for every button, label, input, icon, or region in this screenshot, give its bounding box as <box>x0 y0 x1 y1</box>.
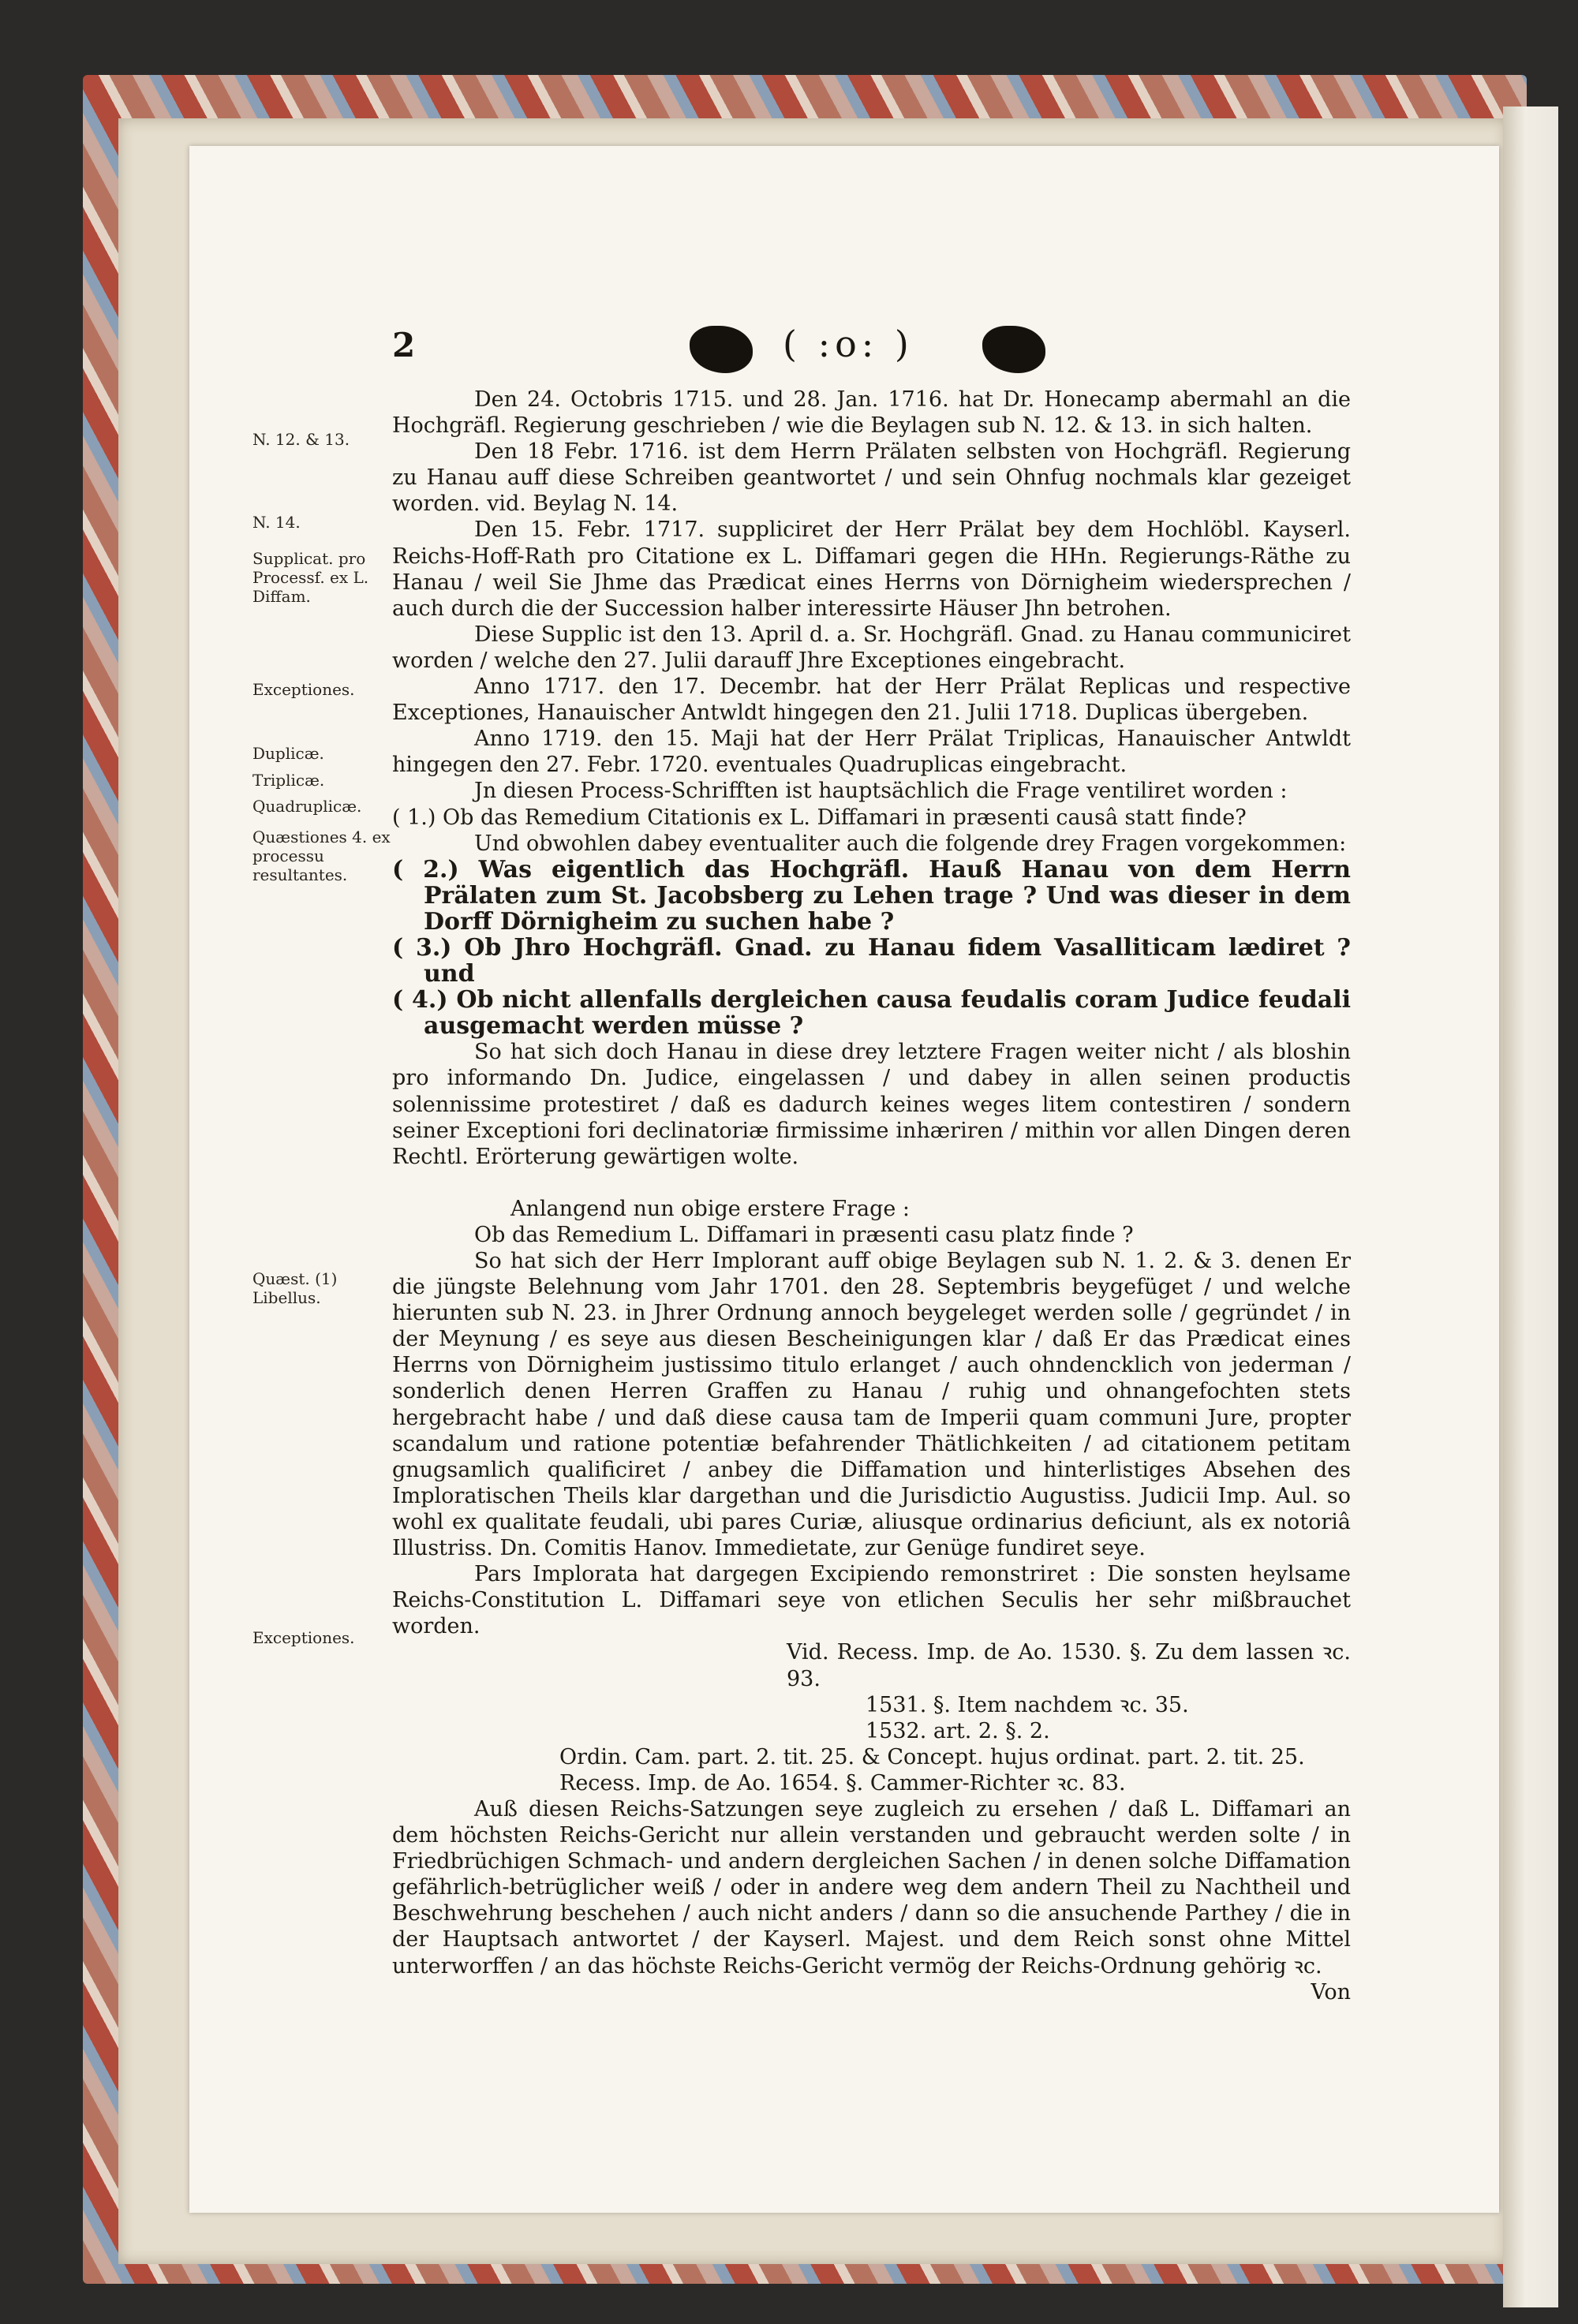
paragraph: Anno 1719. den 15. Maji hat der Herr Prälat Triplicas, Hanauischer Antwldt hingegen den 27. Febr. 1720. eventuales Quadruplicas eingebracht. <box>392 727 1351 778</box>
paragraph: Den 15. Febr. 1717. suppliciret der Herr Prälat bey dem Hochlöbl. Kayserl. Reichs-Hoff-Rath pro Citatione ex L. Diffamari gegen die HHn. Regierungs-Räthe zu Hanau / weil Sie Jhme das Prædicat eines Herrns von Dörnigheim wiedersprechen / auch durch die der Succession halber interessirte Häuser Jhn betrohen. <box>392 517 1351 621</box>
margin-note: Supplicat. pro Processf. ex L. Diffam. <box>252 549 369 606</box>
margin-note: Triplicæ. <box>252 771 325 790</box>
ornament-right-icon <box>982 326 1045 373</box>
margin-note: Duplicæ. <box>252 744 324 763</box>
paragraph: So hat sich doch Hanau in diese drey letztere Fragen weiter nicht / als bloshin pro informando Dn. Judice, eingelassen / und dabey in allen seinen productis solennissime protestiret / daß es dadurch keines weges litem contestiren / sondern seiner Exceptioni fori declinatoriæ firmissime inhæriren / mithin vor allen Dingen deren Rechtl. Erörterung gewärtigen wolte. <box>392 1040 1351 1169</box>
paragraph: Und obwohlen dabey eventualiter auch die folgende drey Fragen vorgekommen: <box>474 831 1347 856</box>
paragraph: Anno 1717. den 17. Decembr. hat der Herr Prälat Replicas und respective Exceptiones, Hanauischer Antwldt hingegen den 21. Julii 1718. Duplicas übergeben. <box>392 674 1351 726</box>
margin-note: Quæstiones 4. ex processu resultantes. <box>252 828 391 884</box>
paragraph: Ordin. Cam. part. 2. tit. 25. & Concept. hujus ordinat. part. 2. tit. 25. <box>559 1744 1305 1769</box>
page-number: 2 <box>392 326 416 364</box>
paragraph: Recess. Imp. de Ao. 1654. §. Cammer-Richter ꝛc. 83. <box>559 1770 1126 1795</box>
paragraph: So hat sich der Herr Implorant auff obige Beylagen sub N. 1. 2. & 3. denen Er die jüngste Belehnung vom Jahr 1701. den 28. Septembris beygefüget / und welche hierunten sub N. 23. in Jhrer Ordnung annoch beygeleget werden solle / gegründet / in der Meynung / es seye aus diesen Bescheinigungen klar / daß Er das Prædicat eines Herrns von Dörnigheim justissimo titulo erlanget / auch ohndencklich von jederman / sonderlich denen Herren Graffen zu Hanau / ruhig und ohnangefochten stets hergebracht habe / und daß diese causa tam de Imperii quam communi Jure, propter scandalum und ratione potentiæ befahrender Thätlichkeiten / ad citationem petitam gnugsamlich qualificiret / anbey die Diffamation und hinterlistiges Absehen des Imploratischen Theils klar dargethan und die Jurisdictio Augustiss. Judicii Imp. Aul. so wohl ex qualitate feudali, ubi pares Curiæ, aliusque ordinarius deficiunt, als ex notoriâ Illustriss. Dn. Comitis Hanov. Immedietate, zur Genüge fundiret seye. <box>392 1249 1351 1561</box>
margin-note: Exceptiones. <box>252 680 355 699</box>
paragraph: ( 2.) Was eigentlich das Hochgräfl. Hauß Hanau von dem Herrn Prälaten zum St. Jacobsberg zu Lehen trage ? Und was dieser in dem Dorff Dörnigheim zu suchen habe ? <box>392 855 1351 936</box>
paragraph-gap <box>392 1170 1351 1196</box>
ornament-left-icon <box>690 326 753 373</box>
header-ornament: ( :o: ) <box>783 323 914 365</box>
paragraph: 1531. §. Item nachdem ꝛc. 35. <box>866 1692 1189 1717</box>
margin-note: Quæst. (1) Libellus. <box>252 1269 338 1307</box>
paragraph: ( 3.) Ob Jhro Hochgräfl. Gnad. zu Hanau fidem Vasalliticam lædiret ? und <box>392 933 1351 988</box>
margin-note: Quadruplicæ. <box>252 797 362 816</box>
paragraph: Diese Supplic ist den 13. April d. a. Sr. Hochgräfl. Gnad. zu Hanau communiciret worden / welche den 27. Julii darauff Jhre Exceptiones eingebracht. <box>392 622 1351 673</box>
margin-note: Exceptiones. <box>252 1628 355 1647</box>
page-header <box>392 319 1418 390</box>
paragraph: 1532. art. 2. §. 2. <box>866 1718 1050 1743</box>
next-page-edge <box>1503 106 1558 2307</box>
paragraph: Den 24. Octobris 1715. und 28. Jan. 1716. hat Dr. Honecamp abermahl an die Hochgräfl. Regierung geschrieben / wie die Beylagen sub N. 12. & 13. in sich halten. <box>392 387 1351 439</box>
paragraph: Vid. Recess. Imp. de Ao. 1530. §. Zu dem lassen ꝛc. 93. <box>787 1640 1351 1691</box>
margin-note: N. 14. <box>252 513 301 532</box>
body-text <box>392 387 1351 2005</box>
paragraph: ( 4.) Ob nicht allenfalls dergleichen causa feudalis coram Judice feudali ausgemacht werden müsse ? <box>392 986 1351 1041</box>
paragraph: Auß diesen Reichs-Satzungen seye zugleich zu ersehen / daß L. Diffamari an dem höchsten Reichs-Gericht nur allein verstanden und gebraucht werden solte / in Friedbrüchigen Schmach- und andern dergleichen Sachen / in denen solche Diffamation gefährlich-betrüglicher weiß / oder in andere weg dem andern Theil zu Nachtheil und Beschwehrung beschehen / auch nicht anders / dann so die ansuchende Parthey / die in der Hauptsach antwortet / der Kayserl. Majest. und dem Reich sonst ohne Mittel unterworffen / an das höchste Reichs-Gericht vermög der Reichs-Ordnung gehörig ꝛc. <box>392 1796 1351 1978</box>
paragraph: Pars Implorata hat dargegen Excipiendo remonstriret : Die sonsten heylsame Reichs-Constitution L. Diffamari seye von etlichen Seculis her sehr mißbrauchet worden. <box>392 1562 1351 1639</box>
paragraph: ( 1.) Ob das Remedium Citationis ex L. Diffamari in præsenti causâ statt finde? <box>392 805 1247 830</box>
paragraph: Anlangend nun obige erstere Frage : <box>510 1196 911 1221</box>
paragraph: Von <box>1311 1979 1351 2005</box>
margin-note: N. 12. & 13. <box>252 430 350 449</box>
paragraph: Ob das Remedium L. Diffamari in præsenti casu platz finde ? <box>474 1222 1134 1247</box>
paragraph: Den 18 Febr. 1716. ist dem Herrn Prälaten selbsten von Hochgräfl. Regierung zu Hanau auff diese Schreiben geantwortet / und sein Ohnfug nochmals klar gezeiget worden. vid. Beylag N. 14. <box>392 439 1351 517</box>
paragraph: Jn diesen Process-Schrifften ist hauptsächlich die Frage ventiliret worden : <box>474 779 1288 804</box>
